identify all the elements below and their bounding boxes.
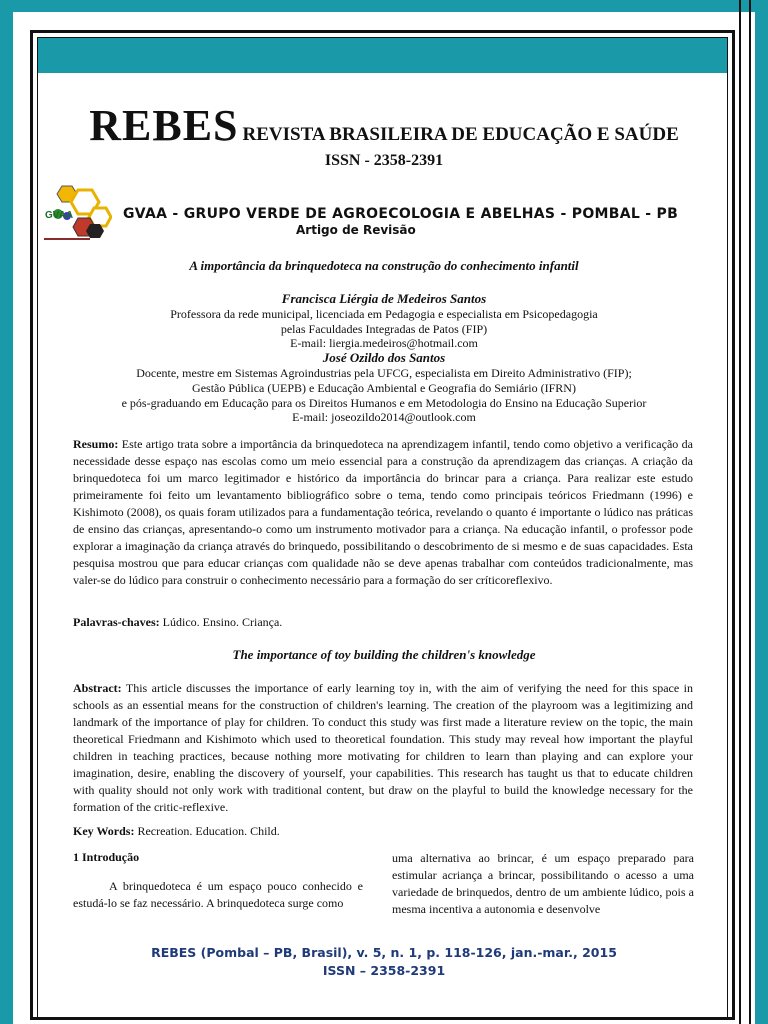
key-words [73,823,693,840]
author-2-email: E-mail: joseozildo2014@outlook.com [292,410,476,424]
footer-issn: ISSN – 2358-2391 [322,963,446,978]
journal-acronym: REBES [89,101,239,150]
gvaa-logo [42,184,112,242]
abstract-text: This article discusses the importance of early learning toy in, with the aim of verifying the need for this space in schools as an essential means for the construction of children's learning. The creation of the playroom was a legitimizing and landmark of the importance of play for children. To conduct this study was first made a literature review on the topic, the main theoretical Friedmann and Kishimoto which used to theoretical foundation. This study may reveal how important the playful children in teaching practices, because nothing more motivating for children to learn than playing and can explore your imagination, desire, enabling the discovery of yourself, your capabilities. This research has taught us that to educate children with quality should not only work with traditional content, but draw on the playful to build the knowledge necessary for the formation of the critic-reflexive. [73,681,693,814]
journal-name: REVISTA BRASILEIRA DE EDUCAÇÃO E SAÚDE [242,124,679,145]
keywords-label: Key Words: [73,824,135,838]
palavras-text: Lúdico. Ensino. Criança. [162,615,283,629]
article-title-pt: A importância da brinquedoteca na construção do conhecimento infantil [189,258,579,273]
header-band [38,38,727,73]
article-type: Artigo de Revisão [296,223,416,237]
abstract-paragraph [73,680,693,816]
author-1-affiliation-line: pelas Faculdades Integradas de Patos (FIP) [280,322,488,336]
abstract-label: Abstract: [73,681,122,695]
resumo-label: Resumo: [73,437,119,451]
journal-issn: ISSN - 2358-2391 [324,152,444,169]
group-name: GVAA - GRUPO VERDE DE AGROECOLOGIA E ABELHAS - POMBAL - PB [123,206,679,222]
article-title-en: The importance of toy building the children's knowledge [232,647,536,662]
author-2-affiliation-line: Gestão Pública (UEPB) e Educação Ambiental e Geografia do Semiário (IFRN) [192,381,576,395]
palavras-chaves [73,614,693,631]
footer-citation: REBES (Pombal – PB, Brasil), v. 5, n. 1, p. 118-126, jan.-mar., 2015 [151,945,617,960]
author-2-affiliation-line: e pós-graduando em Educação para os Direitos Humanos e em Metodologia do Ensino na Educação Superior [121,396,647,410]
right-border-line [739,0,741,1024]
resumo-paragraph [73,436,693,589]
journal-title [40,100,728,151]
section-heading: 1 Introdução [73,850,140,864]
author-1-email: E-mail: liergia.medeiros@hotmail.com [290,336,478,350]
author-2-affiliation-line: Docente, mestre em Sistemas Agroindustrias pela UFCG, especialista em Direito Administrativo (FIP); [136,366,632,380]
keywords-text: Recreation. Education. Child. [137,824,280,838]
svg-text:GVAA: GVAA [45,210,74,221]
resumo-text: Este artigo trata sobre a importância da brinquedoteca na aprendizagem infantil, tendo como objetivo a verificação da necessidade desse espaço nas escolas como um meio essencial para a construção da aprendizagem das crianças. A criação da brinquedoteca foi um marco legitimador e histórico da importância do brincar para a criança. Para realizar este estudo primeiramente foi feito um levantamento bibliográfico sobre o tema, tendo como principais teóricos Friedmann (1996) e Kishimoto (2008), os quais foram utilizados para a fundamentação teórica, revelando o quanto é importante o lúdico nas práticas de ensino das crianças, apresentando-o como um instrumento motivador para a criança. Na educação infantil, o professor pode explorar a imaginação da criança através do brinquedo, possibilitando o descobrimento de si mesmo e de suas capacidades. Esta pesquisa mostrou que para educar crianças com qualidade não se deve apenas trabalhar com conteúdos tradicionalmente, mas valer-se do lúdico para construir o conhecimento necessário para a formação do ser críticoreflexivo. [73,437,693,587]
palavras-label: Palavras-chaves: [73,615,160,629]
right-border-line-outer [749,0,751,1024]
author-1-name: Francisca Liérgia de Medeiros Santos [281,291,487,306]
intro-left-column: A brinquedoteca é um espaço pouco conhecido e estudá-lo se faz necessário. A brinquedoteca surge como [73,879,363,910]
author-1-affiliation-line: Professora da rede municipal, licenciada em Pedagogia e especialista em Psicopedagogia [170,307,598,321]
author-2-name: José Ozildo dos Santos [322,350,446,365]
intro-right-column: uma alternativa ao brincar, é um espaço preparado para estimular acriança a brincar, possibilitando o acesso a uma variedade de brinquedos, dentro de um ambiente lúdico, pois a mesma incentiva a autonomia e desenvolve [392,851,694,916]
